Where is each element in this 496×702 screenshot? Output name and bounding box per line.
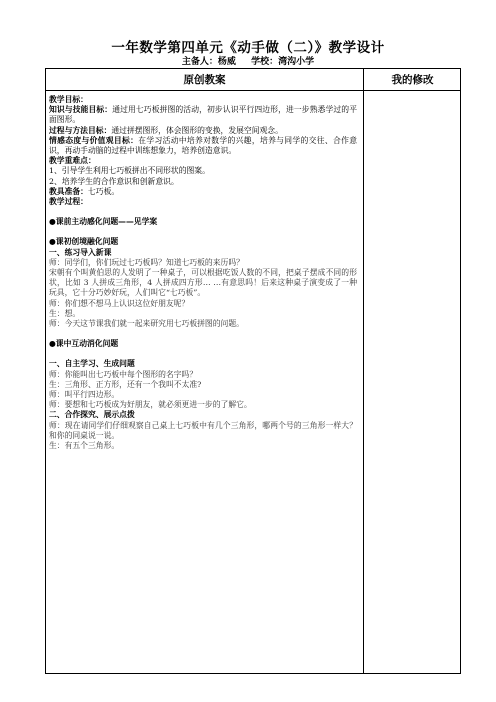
- preparer-label: 主备人：杨威: [181, 57, 236, 67]
- attitude-goal: 情感态度与价值观目标：在学习活动中培养对数学的兴趣，培养与同学的交往、合作意识，再动手动脑的过程中训练想象力，培养创造意识。: [49, 135, 357, 156]
- key-points-heading: 教学重难点：: [49, 156, 96, 166]
- school-label: 学校：湾沟小学: [251, 57, 315, 67]
- dialog-line: 师：今天这节课我们就一起来研究用七巧板拼图的问题。: [49, 319, 244, 329]
- column-divider: [363, 69, 364, 673]
- knowledge-goal: 知识与技能目标：通过用七巧板拼图的活动，初步认识平行四边形，进一步熟悉学过的平面图形。: [49, 105, 357, 125]
- key-point-2: 2、培养学生的合作意识和创新意识。: [49, 176, 179, 186]
- lesson-table: [45, 68, 461, 674]
- story-paragraph: 宋朝有个叫黄伯思的人发明了一种桌子，可以根据吃饭人数的不同，把桌子摆成不同的形状，比如 3 人拼成三角形，4 人拼成四方形… …有意思吗！后来这种桌子演变成了一种玩具，它十分巧妙好玩，人们叫它“七巧板”。: [49, 268, 357, 298]
- step-cooperation-heading: 二、合作探究、展示点拨: [49, 410, 135, 420]
- header-original-plan: 原创教案: [183, 74, 226, 86]
- dialog-line: 师：你们想不想马上认识这位好朋友呢？: [49, 298, 190, 308]
- dialog-line: 师：同学们，你们玩过七巧板吗？知道七巧板的来历吗？: [49, 257, 244, 267]
- header-divider: [46, 90, 460, 91]
- dialog-line: 师：要想和七巧板成为好朋友，就必须更进一步的了解它。: [49, 400, 252, 410]
- process-goal: 过程与方法目标：通过拼摆图形，体会图形的变换，发展空间观念。: [49, 125, 283, 135]
- objectives-heading: 教学目标：: [49, 95, 88, 104]
- section-in-class: ●课中互动消化问题: [49, 339, 119, 349]
- dialog-line: 师：你能叫出七巧板中每个图形的名字吗？: [49, 369, 198, 379]
- lesson-content: [49, 95, 357, 451]
- section-class-start: ●课初创境融化问题: [49, 237, 119, 247]
- subtitle: [0, 54, 496, 67]
- header-my-revision: 我的修改: [391, 74, 434, 86]
- section-pre-class: ●课前主动感化问题——见学案: [49, 217, 158, 227]
- key-point-1: 1、引导学生利用七巧板拼出不同形状的图案。: [49, 166, 210, 176]
- dialog-line: 生：有五个三角形。: [49, 441, 120, 451]
- dialog-line: 生：想。: [49, 308, 81, 318]
- page-title: 一年数学第四单元《动手做（二）》教学设计: [111, 40, 385, 56]
- process-heading: 教学过程：: [49, 197, 88, 207]
- teaching-aids: 教具准备：七巧板。: [49, 186, 120, 196]
- step-self-study-heading: 一、自主学习、生成问题: [49, 359, 135, 369]
- dialog-line: 生：三角形、正方形，还有一个我叫不太准?: [49, 379, 202, 389]
- dialog-line: 师：叫平行四边形。: [49, 390, 120, 400]
- dialog-line: 师：现在请同学们仔细观察自己桌上七巧板中有几个三角形，哪两个号的三角形一样大？和你的同桌说一说。: [49, 420, 357, 440]
- step-intro-heading: 一、练习导入新课: [49, 247, 112, 257]
